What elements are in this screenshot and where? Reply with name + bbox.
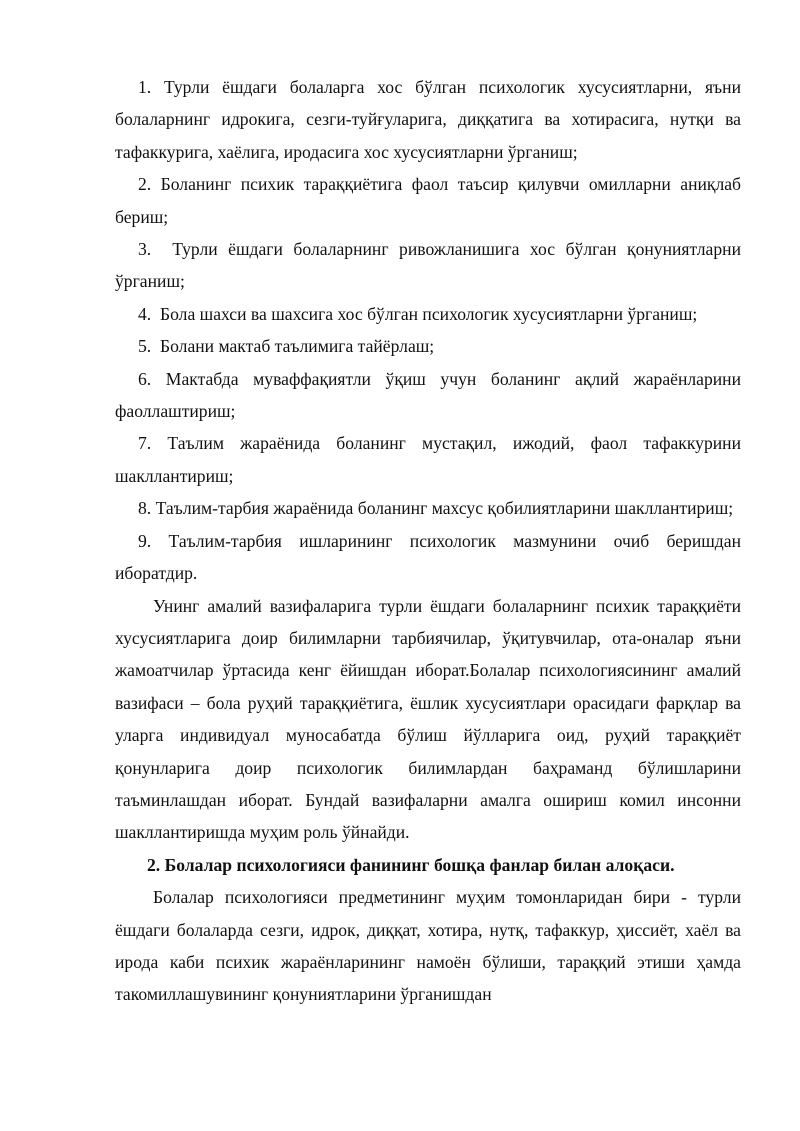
list-item-number: 4. (138, 303, 152, 324)
body-paragraph-subject: Болалар психологияси предметининг муҳим томонларидан бири - турли ёшдаги болаларда сезги, идрок, диққат, хотира, нутқ, тафаккур, ҳиссиёт, хаёл ва ирода каби психик жараёнларининг намоён бўлиши, тараққий этиши ҳамда такомиллашувининг қонуниятларини ўрганишдан (115, 887, 741, 1005)
list-item-number: 9. (138, 530, 152, 551)
list-item-text: Боланинг психик тараққиётига фаол таъсир қилувчи омилларни аниқлаб бериш; (115, 174, 741, 227)
list-item-9 (115, 525, 741, 590)
document-page (115, 71, 741, 1011)
list-item-text: Болани мактаб таълимига тайёрлаш; (160, 336, 435, 357)
list-item-text: Турли ёшдаги болаларга хос бўлган психологик хусусиятларни, яъни болаларнинг идрокига, сезги-туйғуларига, диққатига ва хотирасига, нутқи ва тафаккурига, хаёлига, иродасига хос хусусиятларни ўрганиш; (115, 77, 741, 162)
list-item-text: Мактабда муваффақиятли ўқиш учун боланинг ақлий жараёнларини фаоллаштириш; (115, 368, 742, 422)
list-item-7 (115, 427, 741, 492)
list-item-2 (115, 168, 741, 233)
list-item-1 (115, 71, 741, 168)
list-item-8 (115, 492, 741, 524)
list-item-text: Таълим жараёнида боланинг мустақил, ижодий, фаол тафаккурини шакллантириш; (115, 433, 741, 486)
list-item-text: Бола шахси ва шахсига хос бўлган психологик хусусиятларни ўрганиш; (160, 303, 698, 324)
list-item-text: Турли ёшдаги болаларнинг ривожланишига хос бўлган қонуниятларни ўрганиш; (115, 239, 741, 292)
list-item-5 (115, 330, 741, 362)
list-item-text: Таълим-тарбия жараёнида боланинг махсус қобилиятларини шакллантириш; (155, 498, 734, 519)
list-item-number: 2. (138, 174, 152, 195)
list-item-number: 3. (138, 239, 152, 260)
list-item-6 (115, 363, 741, 428)
list-item-4 (115, 298, 741, 330)
list-item-text: Таълим-тарбия ишларининг психологик мазмунини очиб беришдан иборатдир. (115, 530, 741, 584)
list-item-number: 7. (138, 433, 152, 454)
list-item-3 (115, 233, 741, 298)
list-item-number: 6. (138, 368, 152, 389)
body-paragraph-practical-tasks: Унинг амалий вазифаларига турли ёшдаги болаларнинг психик тараққиёти хусусиятларига доир билимларни тарбиячилар, ўқитувчилар, ота-оналар яъни жамоатчилар ўртасида кенг ёйишдан иборат.Болалар психологиясининг амалий вазифаси – бола руҳий тараққиётига, ёшлик хусусиятлари орасидаги фарқлар ва уларга индивидуал муносабатда бўлиш йўлларига оид, руҳий тараққиёт қонунларига доир психологик билимлардан баҳраманд бўлишларини таъминлашдан иборат. Бундай вазифаларни амалга ошириш комил инсонни шакллантиришда муҳим роль ўйнайди. (115, 595, 741, 843)
section-heading: 2. Болалар психологияси фанининг бошқа фанлар билан алоқаси. (147, 854, 675, 875)
list-item-number: 5. (138, 336, 152, 357)
list-item-number: 1. (138, 77, 152, 97)
list-item-number: 8. (138, 498, 152, 519)
